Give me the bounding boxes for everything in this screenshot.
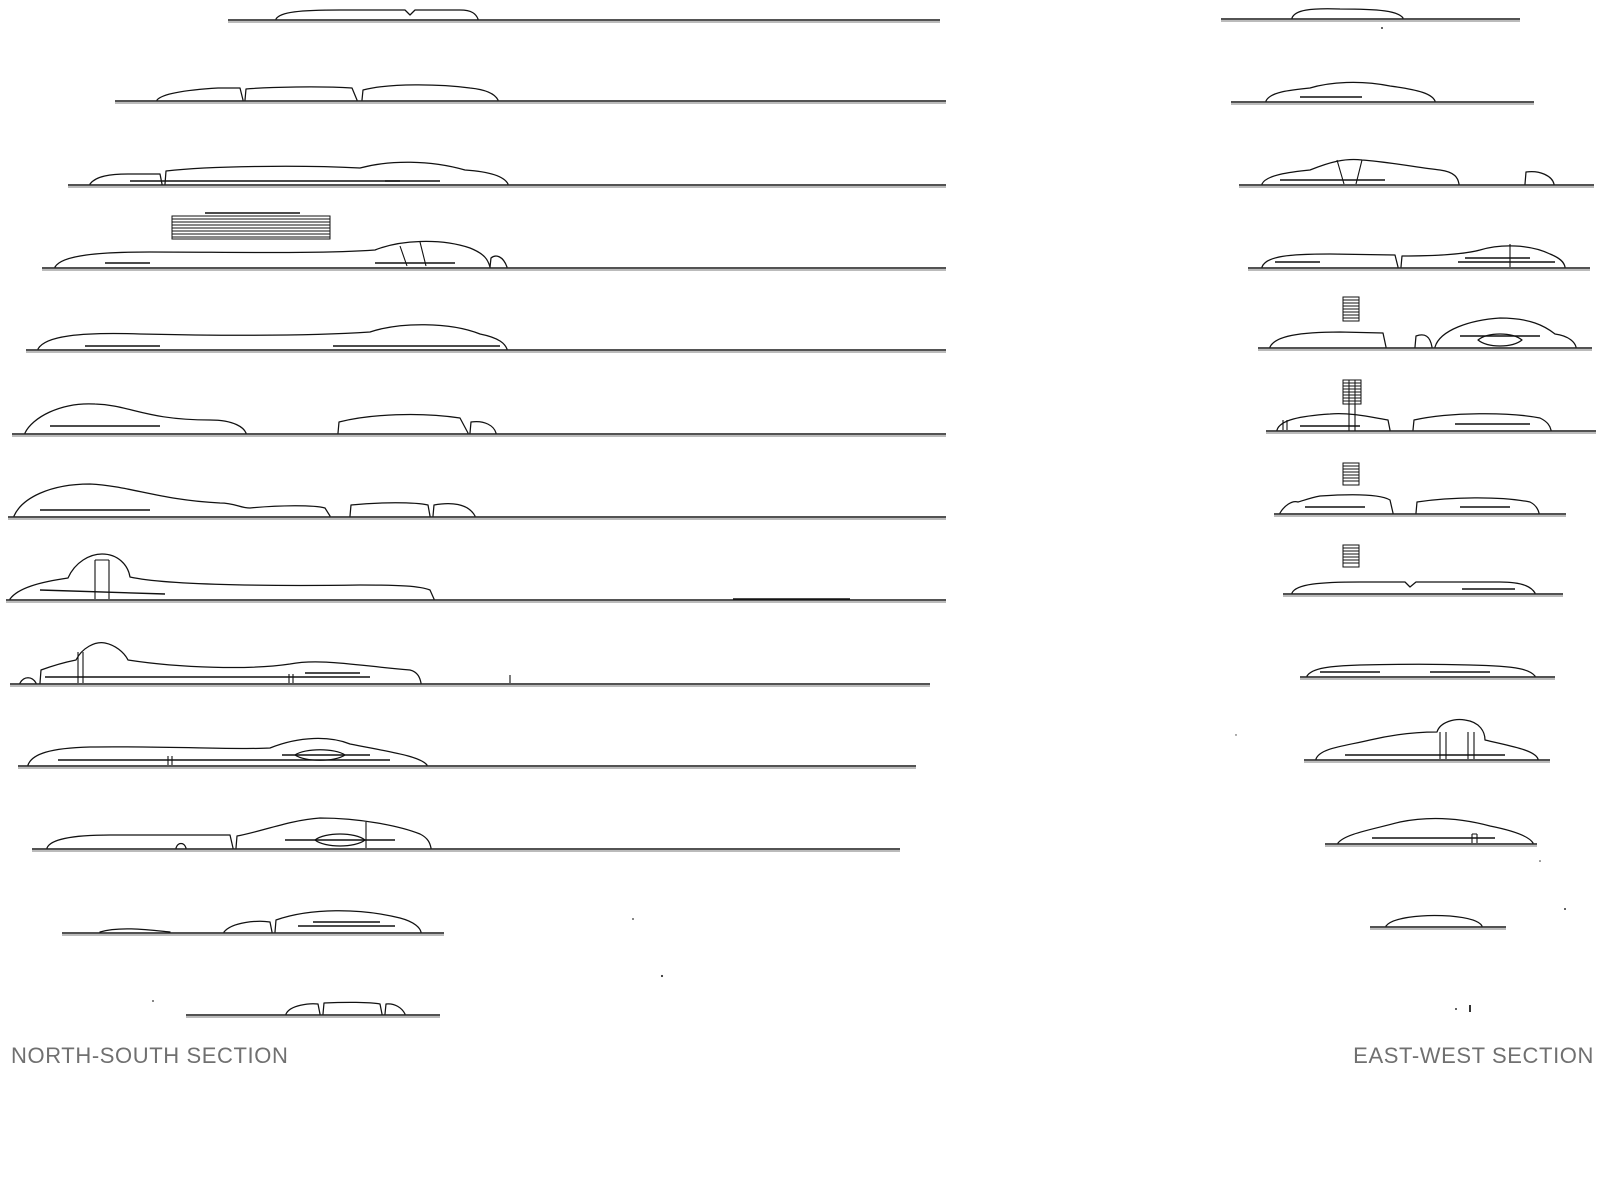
ns-section-6 (12, 404, 946, 436)
ns-section-13 (186, 1002, 440, 1017)
ns-section-5 (26, 325, 946, 352)
ns-section-9 (10, 643, 930, 686)
east-west-section-label: EAST-WEST SECTION (1353, 1043, 1594, 1068)
ns-section-7 (8, 484, 946, 519)
north-south-section-label: NORTH-SOUTH SECTION (11, 1043, 289, 1068)
ew-section-2 (1231, 82, 1534, 104)
ew-section-1 (1221, 9, 1520, 29)
ew-section-10 (1304, 720, 1550, 763)
ew-section-5 (1258, 297, 1592, 350)
ns-section-2 (115, 85, 946, 103)
ns-section-8 (6, 554, 946, 602)
ns-section-11 (32, 818, 900, 851)
ew-section-11 (1325, 819, 1537, 846)
ew-section-3 (1239, 159, 1594, 187)
ew-section-6 (1266, 380, 1596, 433)
ew-section-12 (1370, 915, 1506, 929)
ns-section-3 (68, 162, 946, 187)
ns-section-10 (18, 738, 916, 768)
ew-section-4 (1248, 244, 1590, 270)
ns-section-1 (228, 10, 940, 22)
scan-specks (152, 734, 1566, 1002)
ew-section-13 (1455, 1005, 1471, 1012)
ns-section-4 (42, 213, 946, 270)
ew-section-8 (1283, 545, 1563, 596)
ns-section-12 (62, 911, 444, 935)
north-south-sections (6, 10, 946, 1017)
ew-section-9 (1300, 664, 1555, 679)
ew-section-7 (1274, 463, 1566, 516)
